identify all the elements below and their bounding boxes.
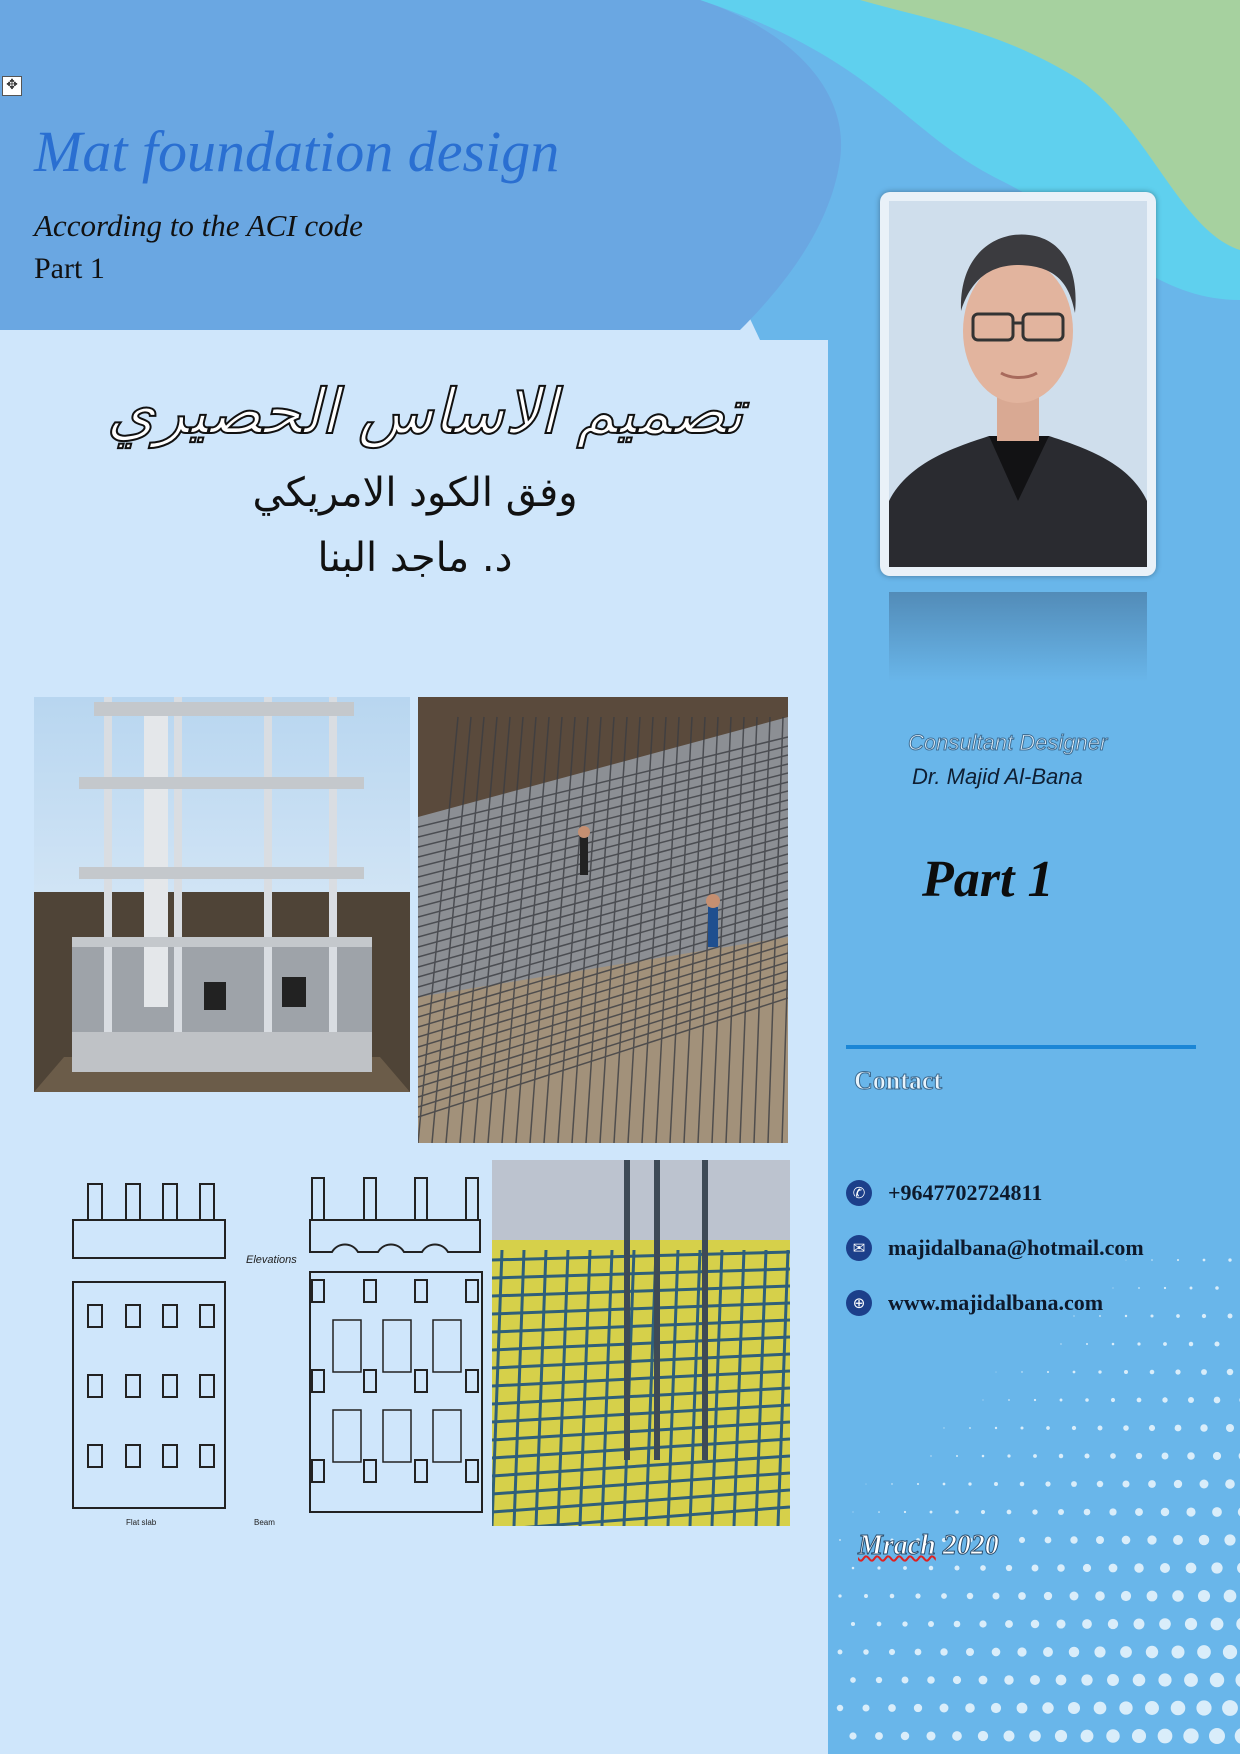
author-photo-reflection <box>889 592 1147 682</box>
dot-pattern-decoration <box>828 1250 1240 1754</box>
contact-email-text[interactable]: majidalbana@hotmail.com <box>888 1235 1144 1260</box>
contact-email[interactable] <box>846 1233 1144 1263</box>
phone-icon: ✆ <box>846 1180 872 1206</box>
contact-divider <box>846 1045 1196 1049</box>
document-title: Mat foundation design <box>34 119 560 184</box>
contact-website-text[interactable]: www.majidalbana.com <box>888 1290 1104 1315</box>
plan-label-flat-slab: Flat slab <box>126 1518 157 1527</box>
building-frame-image <box>34 697 410 1092</box>
consultant-role: Consultant Designer <box>908 730 1108 755</box>
document-part: Part 1 <box>34 252 105 285</box>
rebar-site-photo <box>418 697 788 1143</box>
arabic-author: د. ماجد البنا <box>317 535 513 581</box>
date-month: Mrach <box>858 1530 936 1561</box>
globe-icon: ⊕ <box>846 1290 872 1316</box>
consultant-name: Dr. Majid Al-Bana <box>912 764 1083 789</box>
date-year: 2020 <box>942 1530 999 1561</box>
document-subtitle: According to the ACI code <box>34 208 363 243</box>
publication-date <box>858 1530 999 1562</box>
mat-plan-drawings <box>70 1170 490 1530</box>
plan-label-beam: Beam <box>254 1518 275 1527</box>
table-move-handle-icon[interactable]: ✥ <box>2 76 22 96</box>
rebar-3d-render <box>492 1160 790 1526</box>
arabic-title: تصميم الاساس الحصيري <box>106 375 744 448</box>
plan-label-elevations: Elevations <box>246 1254 297 1266</box>
contact-heading: Contact <box>854 1066 943 1095</box>
arabic-subtitle: وفق الكود الامريكي <box>252 470 578 516</box>
author-photo <box>889 201 1147 567</box>
email-icon: ✉ <box>846 1235 872 1261</box>
contact-phone-text: +9647702724811 <box>888 1180 1043 1205</box>
contact-phone <box>846 1178 1042 1208</box>
sidebar-part-label: Part 1 <box>922 851 1054 908</box>
contact-website[interactable] <box>846 1288 1103 1318</box>
